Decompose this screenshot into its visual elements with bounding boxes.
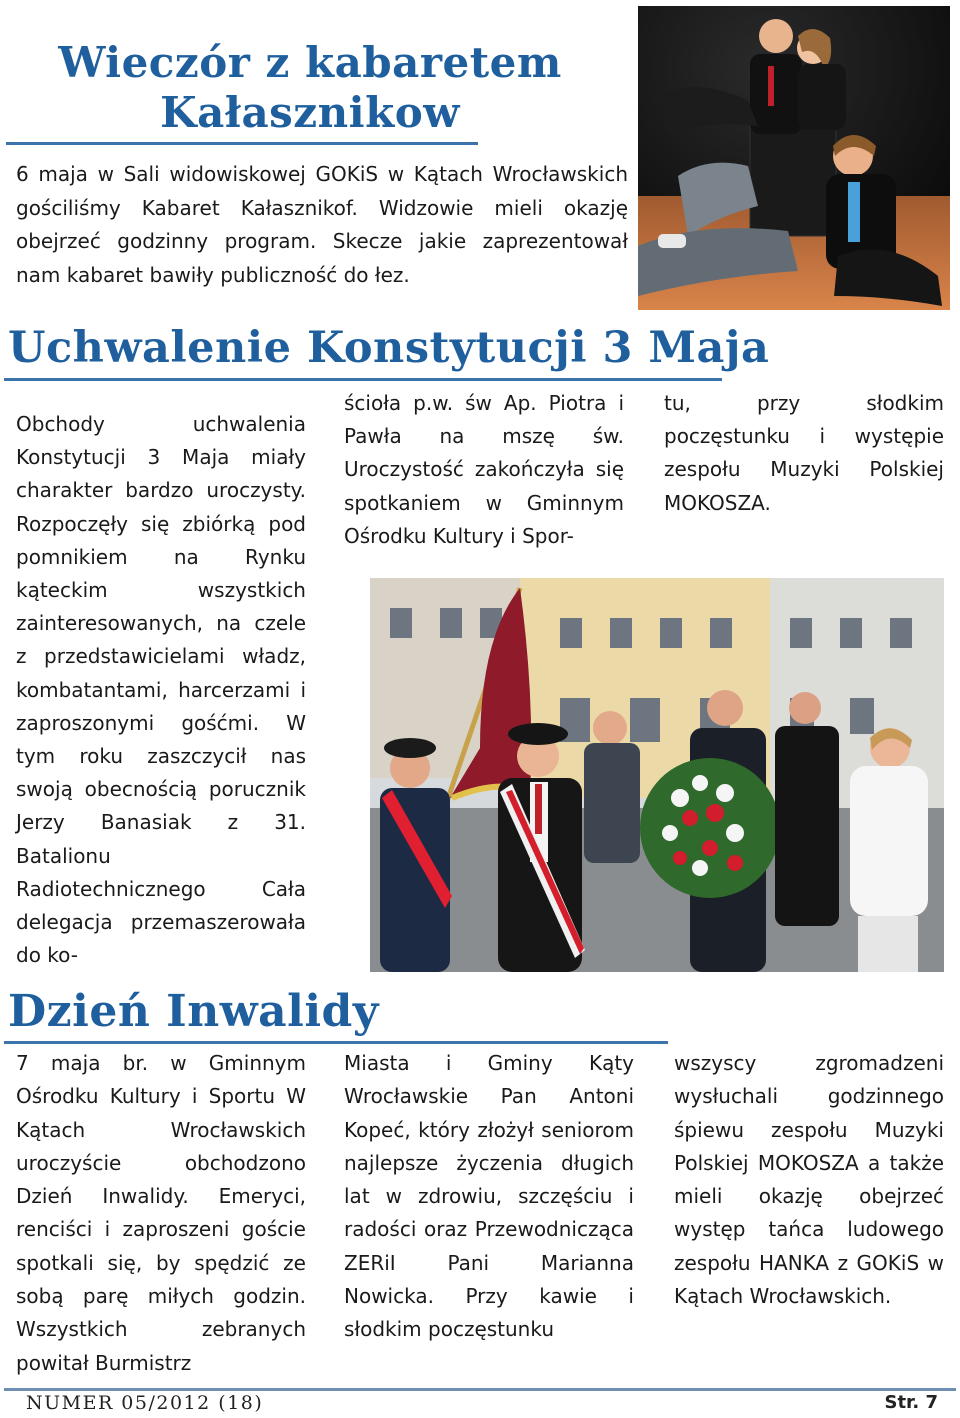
konstytucja-col1: Obchody uchwalenia Konstytucji 3 Maja miały charakter bardzo uroczysty. Rozpoczęły się zbiórką pod pomnikiem na Rynku kąteckim wszystkich zainteresowanych, na czele z przedstawicielami władz, kombatantami, harcerzami i zaproszonymi gośćmi. W tym roku zaszczycił nas swoją obecnością porucznik Jerzy Banasiak z 31. Batalionu Radiotechnicznego Cała delegacja przemaszerowała do ko-	[16, 412, 306, 968]
konstytucja-col2: ścioła p.w. św Ap. Piotra i Pawła na mszę św. Uroczystość zakończyła się spotkaniem w Gminnym Ośrodku Kultury i Spor-	[344, 391, 624, 548]
kabaret-photo-image	[638, 6, 950, 310]
footer-issue: NUMER 05/2012 (18)	[26, 1392, 264, 1414]
konstytucja-col3: tu, przy słodkim poczęstunku i występie zespołu Muzyki Polskiej MOKOSZA.	[664, 391, 944, 515]
footer-page-number: Str. 7	[884, 1392, 938, 1413]
konstytucja-title-rule	[4, 378, 722, 381]
kabaret-body: 6 maja w Sali widowiskowej GOKiS w Kątach Wrocławskich gościliśmy Kabaret Kałasznikof. Widzowie mieli okazję obejrzeć godzinny program. Skecze jakie zaprezentował nam kabaret bawiły publiczność do łez.	[16, 162, 628, 287]
inwalidy-col2: Miasta i Gminy Kąty Wrocławskie Pan Antoni Kopeć, który złożył seniorom najlepsze życzenia długich lat w zdrowiu, szczęściu i radości oraz Przewodnicząca ZERiI Pani Marianna Nowicka. Przy kawie i słodkim poczęstunku	[344, 1051, 634, 1342]
kabaret-title-rule	[6, 142, 478, 145]
konstytucja-title: Uchwalenie Konstytucji 3 Maja	[8, 323, 770, 373]
footer-rule	[4, 1388, 956, 1391]
inwalidy-title-rule	[4, 1041, 668, 1044]
inwalidy-title: Dzień Inwalidy	[8, 986, 379, 1037]
konstytucja-photo	[370, 578, 944, 972]
konstytucja-photo-image	[370, 578, 944, 972]
kabaret-title-line2: Kałasznikow	[160, 88, 460, 137]
kabaret-title	[30, 38, 590, 138]
inwalidy-col3: wszyscy zgromadzeni wysłuchali godzinnego śpiewu zespołu Muzyki Polskiej MOKOSZA a także mieli okazję obejrzeć występ tańca ludowego zespołu HANKA z GOKiS w Kątach Wrocławskich.	[674, 1051, 944, 1309]
kabaret-photo	[638, 6, 950, 310]
inwalidy-col1: 7 maja br. w Gminnym Ośrodku Kultury i Sportu W Kątach Wrocławskich uroczyście obchodzono Dzień Inwalidy. Emeryci, renciści i zaproszeni goście spotkali się, by spędzić ze sobą parę miłych godzin. Wszystkich zebranych powitał Burmistrz	[16, 1051, 306, 1375]
kabaret-title-line1: Wieczór z kabaretem	[58, 38, 562, 87]
